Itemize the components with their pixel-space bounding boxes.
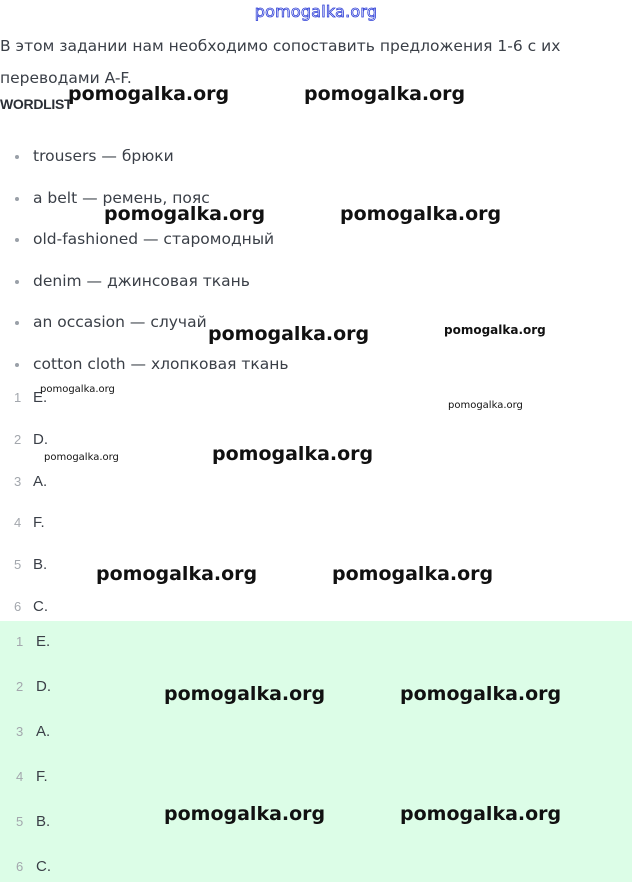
answer-number: 4 — [16, 769, 24, 784]
answer-letter: A. — [36, 723, 51, 740]
watermark: pomogalka.org — [96, 563, 258, 585]
highlighted-answer-list — [0, 618, 51, 888]
answer-number: 1 — [14, 390, 22, 405]
answer-number: 1 — [16, 634, 24, 649]
answer-row — [0, 663, 51, 708]
watermark: pomogalka.org — [304, 83, 466, 105]
watermark: pomogalka.org — [212, 443, 374, 465]
answer-number: 4 — [14, 515, 22, 531]
answer-letter: D. — [36, 678, 51, 695]
watermark: pomogalka.org — [208, 323, 370, 345]
answer-number: 3 — [16, 724, 24, 739]
watermark: pomogalka.org — [68, 83, 230, 105]
answer-number: 5 — [14, 557, 22, 573]
answer-number: 2 — [14, 431, 22, 447]
bullet-icon — [15, 321, 19, 325]
answer-row — [0, 753, 51, 798]
list-item — [0, 219, 289, 261]
bullet-icon — [15, 363, 19, 367]
wordlist — [0, 136, 289, 386]
answer-row — [0, 543, 48, 585]
answer-letter: E. — [33, 389, 48, 406]
bullet-icon — [15, 238, 19, 242]
answer-number: 3 — [14, 473, 22, 489]
answer-letter: B. — [36, 813, 51, 830]
watermark: pomogalka.org — [448, 400, 523, 411]
answer-letter: B. — [33, 556, 48, 574]
answer-letter: E. — [36, 633, 51, 650]
wordlist-item-text: old-fashioned — старомодный — [33, 230, 275, 249]
watermark: pomogalka.org — [164, 683, 326, 705]
answer-letter: C. — [36, 858, 51, 875]
answer-number: 6 — [14, 598, 22, 614]
watermark: pomogalka.org — [164, 803, 326, 825]
answer-number: 2 — [16, 679, 24, 694]
wordlist-item-text: a belt — ремень, пояс — [33, 188, 210, 207]
watermark: pomogalka.org — [40, 384, 115, 395]
list-item — [0, 136, 289, 178]
watermark: pomogalka.org — [332, 563, 494, 585]
answer-letter: F. — [33, 514, 45, 532]
answer-letter: D. — [33, 430, 48, 448]
wordlist-item-text: an occasion — случай — [33, 313, 207, 332]
wordlist-item-text: trousers — брюки — [33, 147, 174, 165]
answer-number: 6 — [16, 859, 24, 874]
bullet-icon — [15, 197, 19, 201]
wordlist-item-text: denim — джинсовая ткань — [33, 271, 250, 290]
watermark: pomogalka.org — [340, 203, 502, 225]
watermark: pomogalka.org — [400, 683, 562, 705]
answer-letter: F. — [36, 768, 48, 785]
list-item — [0, 261, 289, 303]
answer-row — [0, 418, 48, 460]
answer-row — [0, 376, 48, 418]
answer-row — [0, 843, 51, 888]
answer-row — [0, 798, 51, 843]
site-link[interactable]: pomogalka.org — [254, 2, 378, 21]
highlighted-answer-panel — [0, 621, 632, 882]
watermark: pomogalka.org — [104, 203, 266, 225]
wordlist-heading: WORDLIST — [0, 96, 73, 112]
watermark: pomogalka.org — [400, 803, 562, 825]
answer-number: 5 — [16, 814, 24, 829]
answer-letter: C. — [33, 597, 48, 615]
watermark: pomogalka.org — [44, 452, 119, 463]
bullet-icon — [15, 280, 19, 284]
bullet-icon — [15, 155, 19, 159]
answer-row — [0, 708, 51, 753]
wordlist-item-text: cotton cloth — хлопковая ткань — [33, 354, 289, 373]
answer-letter: A. — [33, 472, 48, 490]
intro-text: В этом задании нам необходимо сопоставить предложения 1-6 с их переводами A-F. — [0, 37, 561, 87]
answer-row — [0, 618, 51, 663]
watermark: pomogalka.org — [444, 323, 546, 337]
answer-row — [0, 460, 48, 502]
answer-list — [0, 376, 48, 627]
answer-row — [0, 501, 48, 543]
